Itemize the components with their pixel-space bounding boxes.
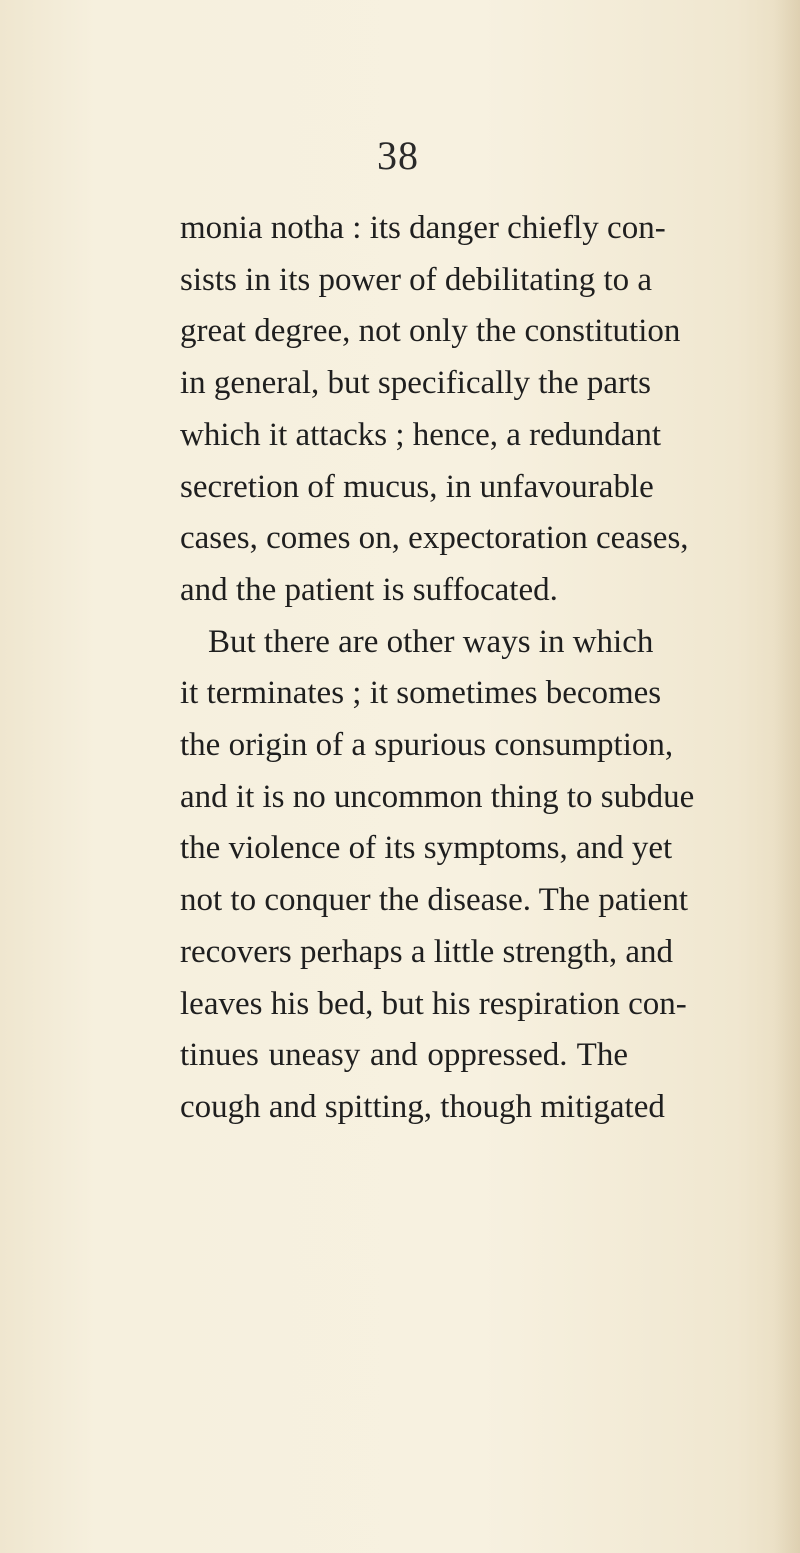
text-line: great degree, not only the constitution bbox=[180, 313, 681, 350]
text-line: cases, comes on, expectoration ceases, bbox=[180, 520, 689, 557]
text-line: recovers perhaps a little strength, and bbox=[180, 933, 673, 970]
text-line: But there are other ways in which bbox=[208, 623, 654, 660]
text-line: which it attacks ; hence, a redundant bbox=[180, 416, 662, 453]
body-text bbox=[180, 203, 695, 1134]
text-line: tinues uneasy and oppressed. The bbox=[180, 1037, 628, 1074]
text-line: in general, but specifically the parts bbox=[180, 365, 651, 402]
text-line: sists in its power of debilitating to a bbox=[180, 261, 653, 298]
text-line: leaves his bed, but his respiration con- bbox=[180, 985, 687, 1022]
page-edge-shadow bbox=[774, 0, 800, 1553]
text-line: and it is no uncommon thing to subdue bbox=[180, 778, 695, 815]
text-line: it terminates ; it sometimes becomes bbox=[180, 675, 662, 712]
text-line: and the patient is suffocated. bbox=[180, 571, 558, 608]
text-line: cough and spitting, though mitigated bbox=[180, 1088, 665, 1125]
text-line: the violence of its symptoms, and yet bbox=[180, 830, 673, 867]
text-line: monia notha : its danger chiefly con- bbox=[180, 210, 666, 246]
text-line: the origin of a spurious consumption, bbox=[180, 727, 674, 764]
page-number: 38 bbox=[377, 133, 419, 178]
text-line: secretion of mucus, in unfavourable bbox=[180, 468, 654, 505]
text-line: not to conquer the disease. The patient bbox=[180, 882, 688, 919]
